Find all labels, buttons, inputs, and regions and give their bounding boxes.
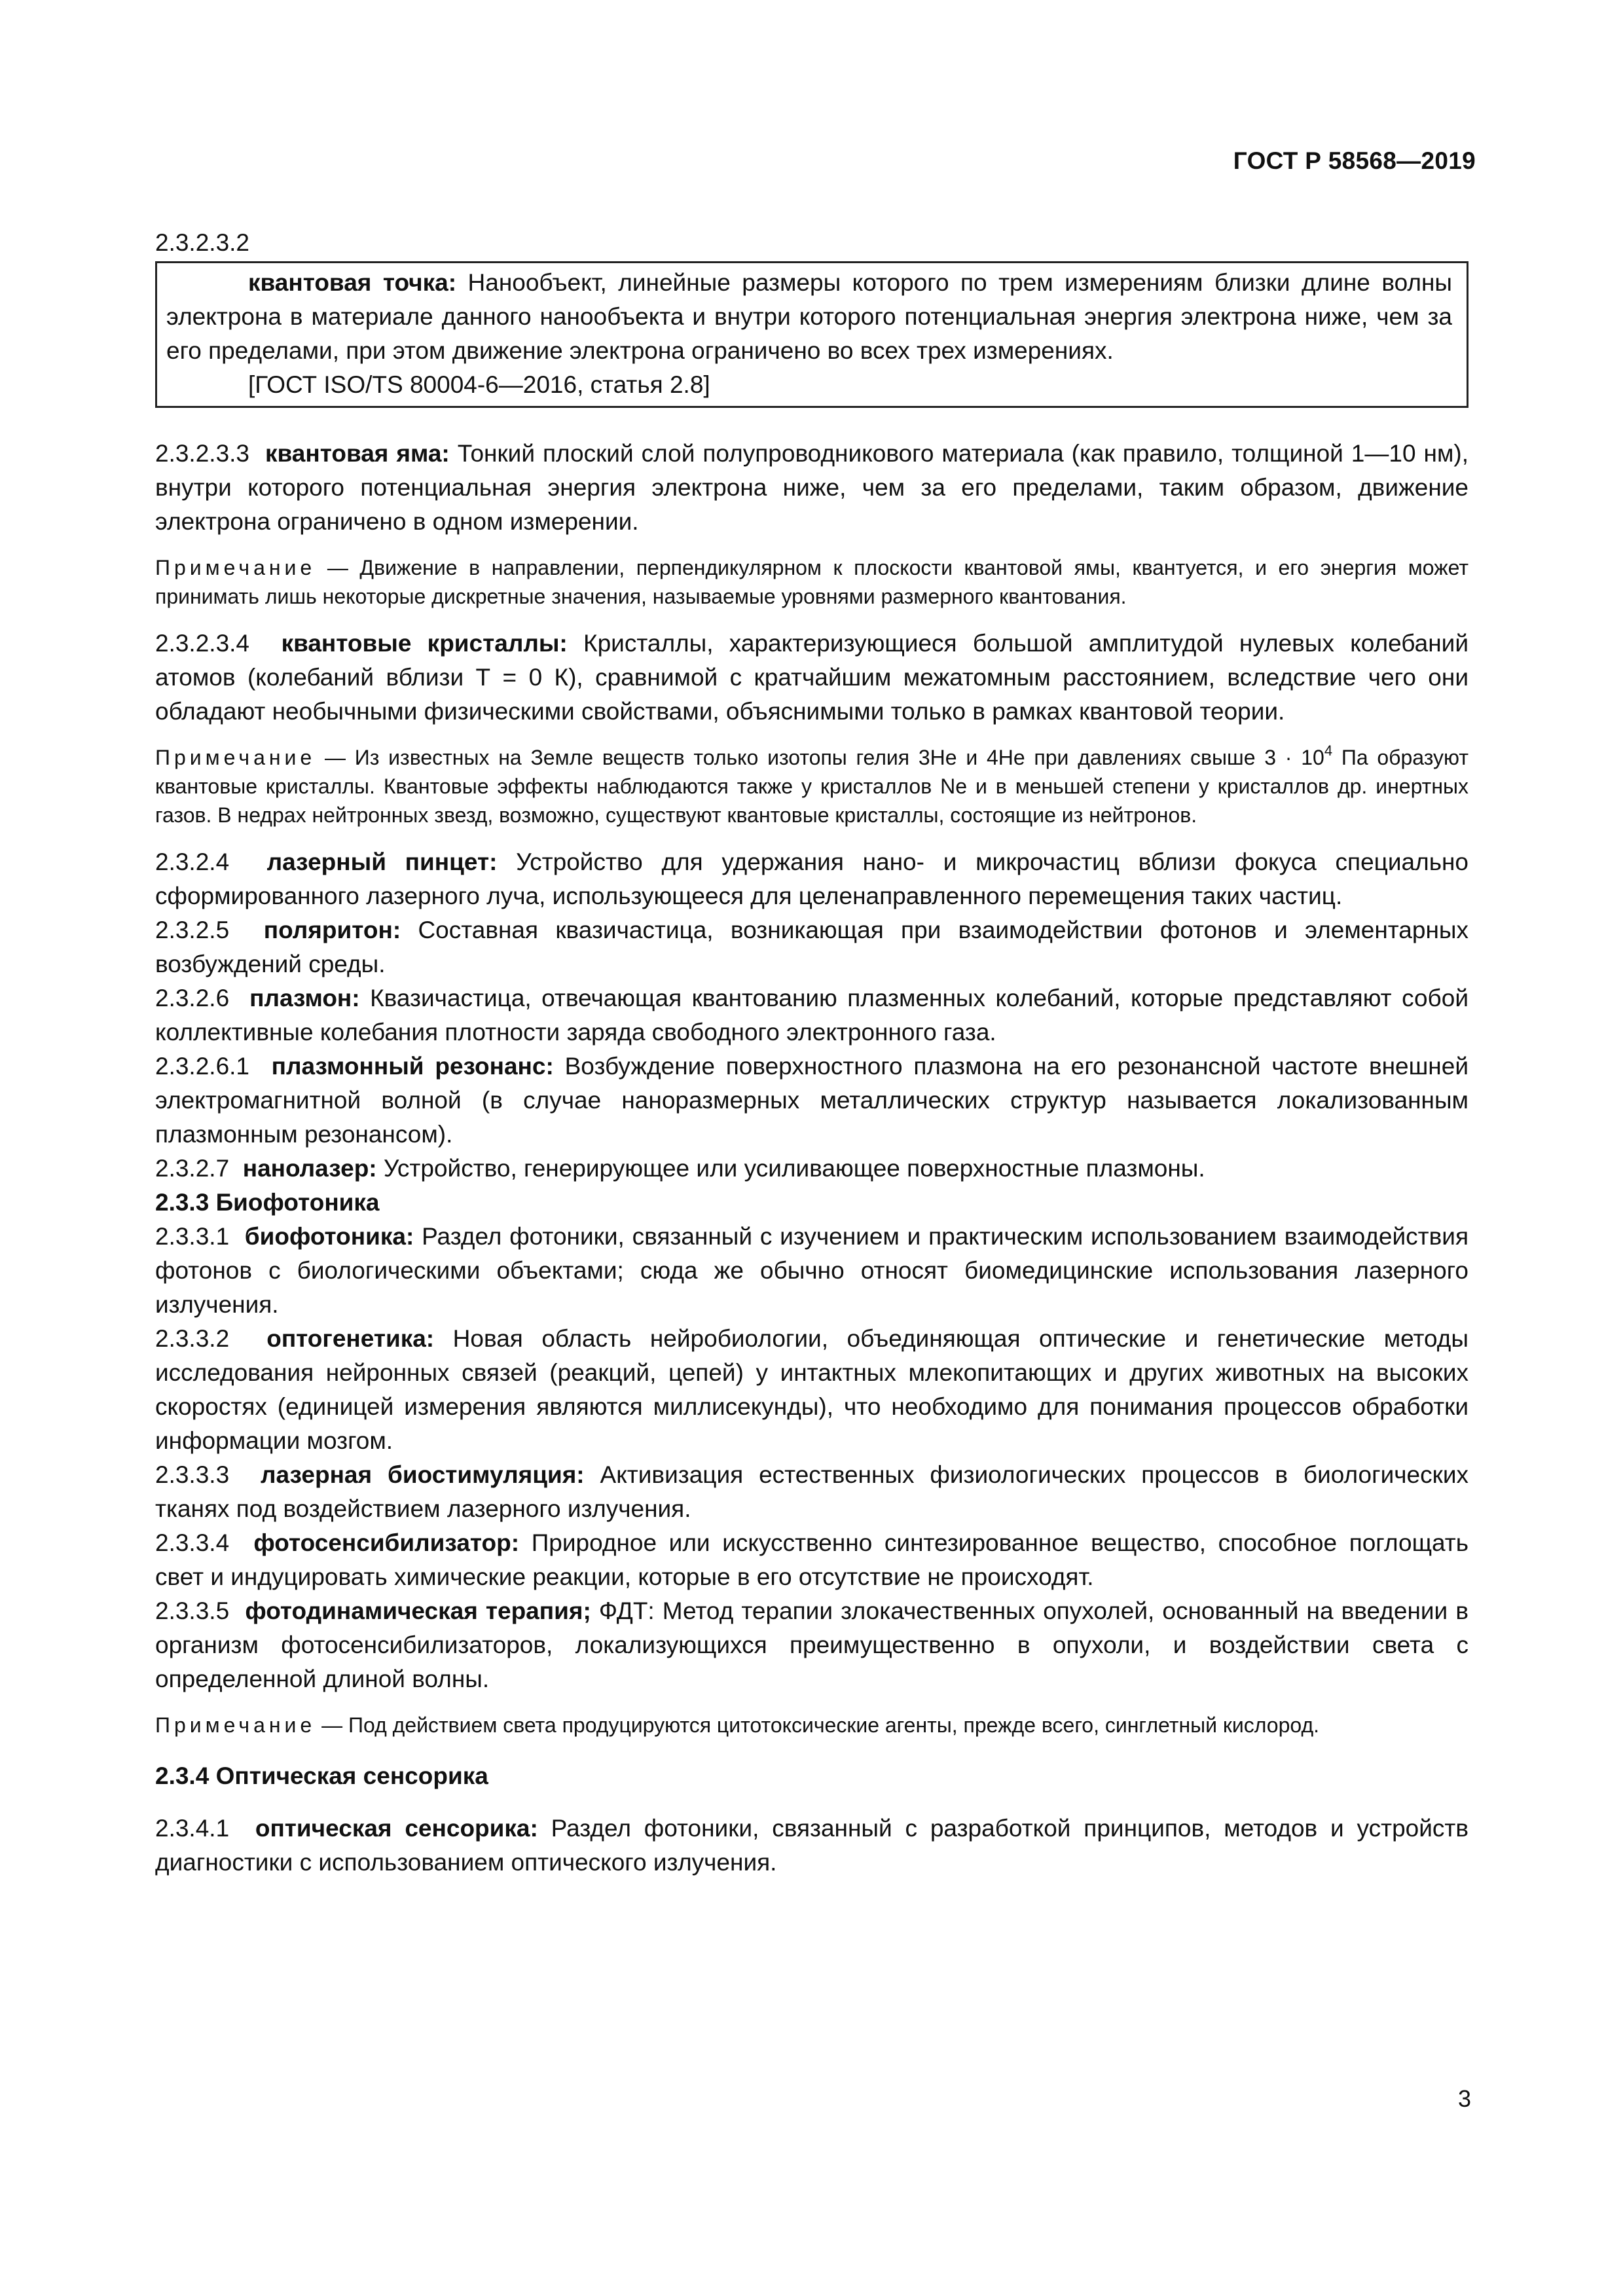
term: нанолазер: bbox=[242, 1155, 377, 1182]
note bbox=[155, 553, 1468, 611]
note-text: Па образуют квантовые кристаллы. Квантовые эффекты наблюдаются также у кристаллов Ne и в меньшей степени у кристаллов др. инертных газов. В недрах нейтронных звезд, возможно, существуют квантовые кристаллы, состоящие из нейтронов. bbox=[155, 746, 1468, 827]
definition-text: Устройство для удержания нано- и микрочастиц вблизи фокуса специально сформированного лазерного луча, использующееся для целенаправленного перемещения таких частиц. bbox=[155, 848, 1468, 909]
term: лазерная биостимуляция: bbox=[260, 1461, 585, 1488]
entry-number: 2.3.2.5 bbox=[155, 917, 230, 943]
definition-text: Раздел фотоники, связанный с разработкой принципов, методов и устройств диагностики с использованием оптического излучения. bbox=[155, 1815, 1469, 1876]
entry-number: 2.3.2.3.4 bbox=[155, 630, 250, 657]
superscript: 4 bbox=[1324, 742, 1333, 759]
term: плазмон: bbox=[249, 985, 360, 1011]
document-id-header: ГОСТ Р 58568—2019 bbox=[1233, 147, 1476, 174]
term: фотосенсибилизатор: bbox=[253, 1529, 520, 1556]
note-label: Примечание bbox=[155, 746, 316, 769]
definition-entry bbox=[155, 913, 1468, 981]
quoted-definition-box bbox=[155, 261, 1468, 408]
entry-number: 2.3.2.7 bbox=[155, 1155, 230, 1182]
definition-entry bbox=[155, 1526, 1468, 1594]
definition-text: Активизация естественных физиологических процессов в биологических тканях под воздействием лазерного излучения. bbox=[155, 1461, 1468, 1522]
definition-text: Новая область нейробиологии, объединяющая оптические и генетические методы исследования нейронных связей (реакций, цепей) у интактных млекопитающих и других животных на высоких скоростях (единицей измерения являются миллисекунды), что необходимо для понимания процессов обработки информации мозгом. bbox=[155, 1325, 1468, 1454]
definition-text: Квазичастица, отвечающая квантованию плазменных колебаний, которые представляют собой коллективные колебания плотности заряда свободного электронного газа. bbox=[155, 985, 1468, 1046]
definition-entry bbox=[155, 627, 1468, 729]
note-label: Примечание bbox=[155, 1713, 316, 1737]
definition-entry bbox=[155, 437, 1468, 539]
term: оптогенетика: bbox=[266, 1325, 435, 1352]
note-label: Примечание bbox=[155, 556, 316, 579]
document-body bbox=[155, 226, 1468, 1880]
definition-entry bbox=[155, 845, 1468, 913]
term: квантовая точка: bbox=[248, 269, 457, 296]
term: квантовая яма: bbox=[265, 440, 450, 467]
term: квантовые кристаллы: bbox=[281, 630, 568, 657]
term: лазерный пинцет: bbox=[266, 848, 498, 875]
entry-number: 2.3.3.4 bbox=[155, 1529, 230, 1556]
definition-entry bbox=[155, 1812, 1468, 1880]
definition-text: Возбуждение поверхностного плазмона на его резонансной частоте внешней электромагнитной волной (в случае наноразмерных металлических структур называется локализованным плазмонным резонансом). bbox=[155, 1053, 1468, 1148]
entry-number: 2.3.4.1 bbox=[155, 1815, 230, 1842]
definition-entry bbox=[155, 1594, 1468, 1696]
definition-text: Природное или искусственно синтезированное вещество, способное поглощать свет и индуцировать химические реакции, которые в его отсутствие не происходят. bbox=[155, 1529, 1468, 1590]
definition-text: Тонкий плоский слой полупроводникового материала (как правило, толщиной 1—10 нм), внутри которого потенциальная энергия электрона ниже, чем за его пределами, таким образом, движение электрона ограничено в одном измерении. bbox=[155, 440, 1469, 535]
definition-entry bbox=[155, 1049, 1468, 1152]
section-heading: 2.3.3 Биофотоника bbox=[155, 1189, 380, 1216]
term: фотодинамическая терапия; bbox=[245, 1597, 591, 1624]
entry-number: 2.3.3.2 bbox=[155, 1325, 230, 1352]
note-text: — Движение в направлении, перпендикулярном к плоскости квантовой ямы, квантуется, и его энергия может принимать лишь некоторые дискретные значения, называемые уровнями размерного квантования. bbox=[155, 556, 1468, 608]
page-number: 3 bbox=[1457, 2085, 1471, 2112]
entry-number: 2.3.2.6 bbox=[155, 985, 230, 1011]
definition-entry bbox=[166, 266, 1452, 368]
definition-entry bbox=[155, 981, 1468, 1049]
term: оптическая сенсорика: bbox=[255, 1815, 538, 1842]
entry-number: 2.3.2.6.1 bbox=[155, 1053, 250, 1080]
entry-number: 2.3.3.5 bbox=[155, 1597, 230, 1624]
section-heading: 2.3.4 Оптическая сенсорика bbox=[155, 1762, 488, 1789]
term: биофотоника: bbox=[244, 1223, 414, 1250]
definition-text: Устройство, генерирующее или усиливающее поверхностные плазмоны. bbox=[376, 1155, 1205, 1182]
note bbox=[155, 1711, 1468, 1740]
entry-number: 2.3.2.3.2 bbox=[155, 229, 250, 256]
entry-number: 2.3.3.1 bbox=[155, 1223, 230, 1250]
definition-text: Составная квазичастица, возникающая при взаимодействии фотонов и элементарных возбуждений среды. bbox=[155, 917, 1468, 977]
definition-entry bbox=[155, 1220, 1468, 1322]
entry-number: 2.3.2.4 bbox=[155, 848, 230, 875]
note-text: — Из известных на Земле веществ только изотопы гелия 3Не и 4Не при давлениях свыше 3 · 10 bbox=[316, 746, 1324, 769]
definition-text: Кристаллы, характеризующиеся большой амплитудой нулевых колебаний атомов (колебаний вблизи Т = 0 К), сравнимой с кратчайшим межатомным расстоянием, вследствие чего они обладают необычными физическими свойствами, объяснимыми только в рамках квантовой теории. bbox=[155, 630, 1469, 725]
entry-number: 2.3.3.3 bbox=[155, 1461, 230, 1488]
entry-number: 2.3.2.3.3 bbox=[155, 440, 250, 467]
term: плазмонный резонанс: bbox=[271, 1053, 554, 1080]
definition-entry bbox=[155, 1458, 1468, 1526]
definition-entry bbox=[155, 1152, 1468, 1186]
term: поляритон: bbox=[263, 917, 401, 943]
source-reference: [ГОСТ ISO/TS 80004-6—2016, статья 2.8] bbox=[248, 371, 710, 398]
definition-text: Раздел фотоники, связанный с изучением и практическим использованием взаимодействия фотонов с биологическими объектами; сюда же обычно относят биомедицинские использования лазерного излучения. bbox=[155, 1223, 1468, 1318]
note-text: — Под действием света продуцируются цитотоксические агенты, прежде всего, синглетный кислород. bbox=[316, 1713, 1320, 1737]
definition-text: ФДТ: Метод терапии злокачественных опухолей, основанный на введении в организм фотосенсибилизаторов, локализующихся преимущественно в опухоли, и воздействии света с определенной длиной волны. bbox=[155, 1597, 1468, 1692]
definition-entry bbox=[155, 1322, 1468, 1458]
definition-text: Нанообъект, линейные размеры которого по трем измерениям близки длине волны электрона в материале данного нанообъекта и внутри которого потенциальная энергия электрона ниже, чем за его пределами, при этом движение электрона ограничено во всех трех измерениях. bbox=[166, 269, 1452, 364]
note bbox=[155, 743, 1468, 829]
